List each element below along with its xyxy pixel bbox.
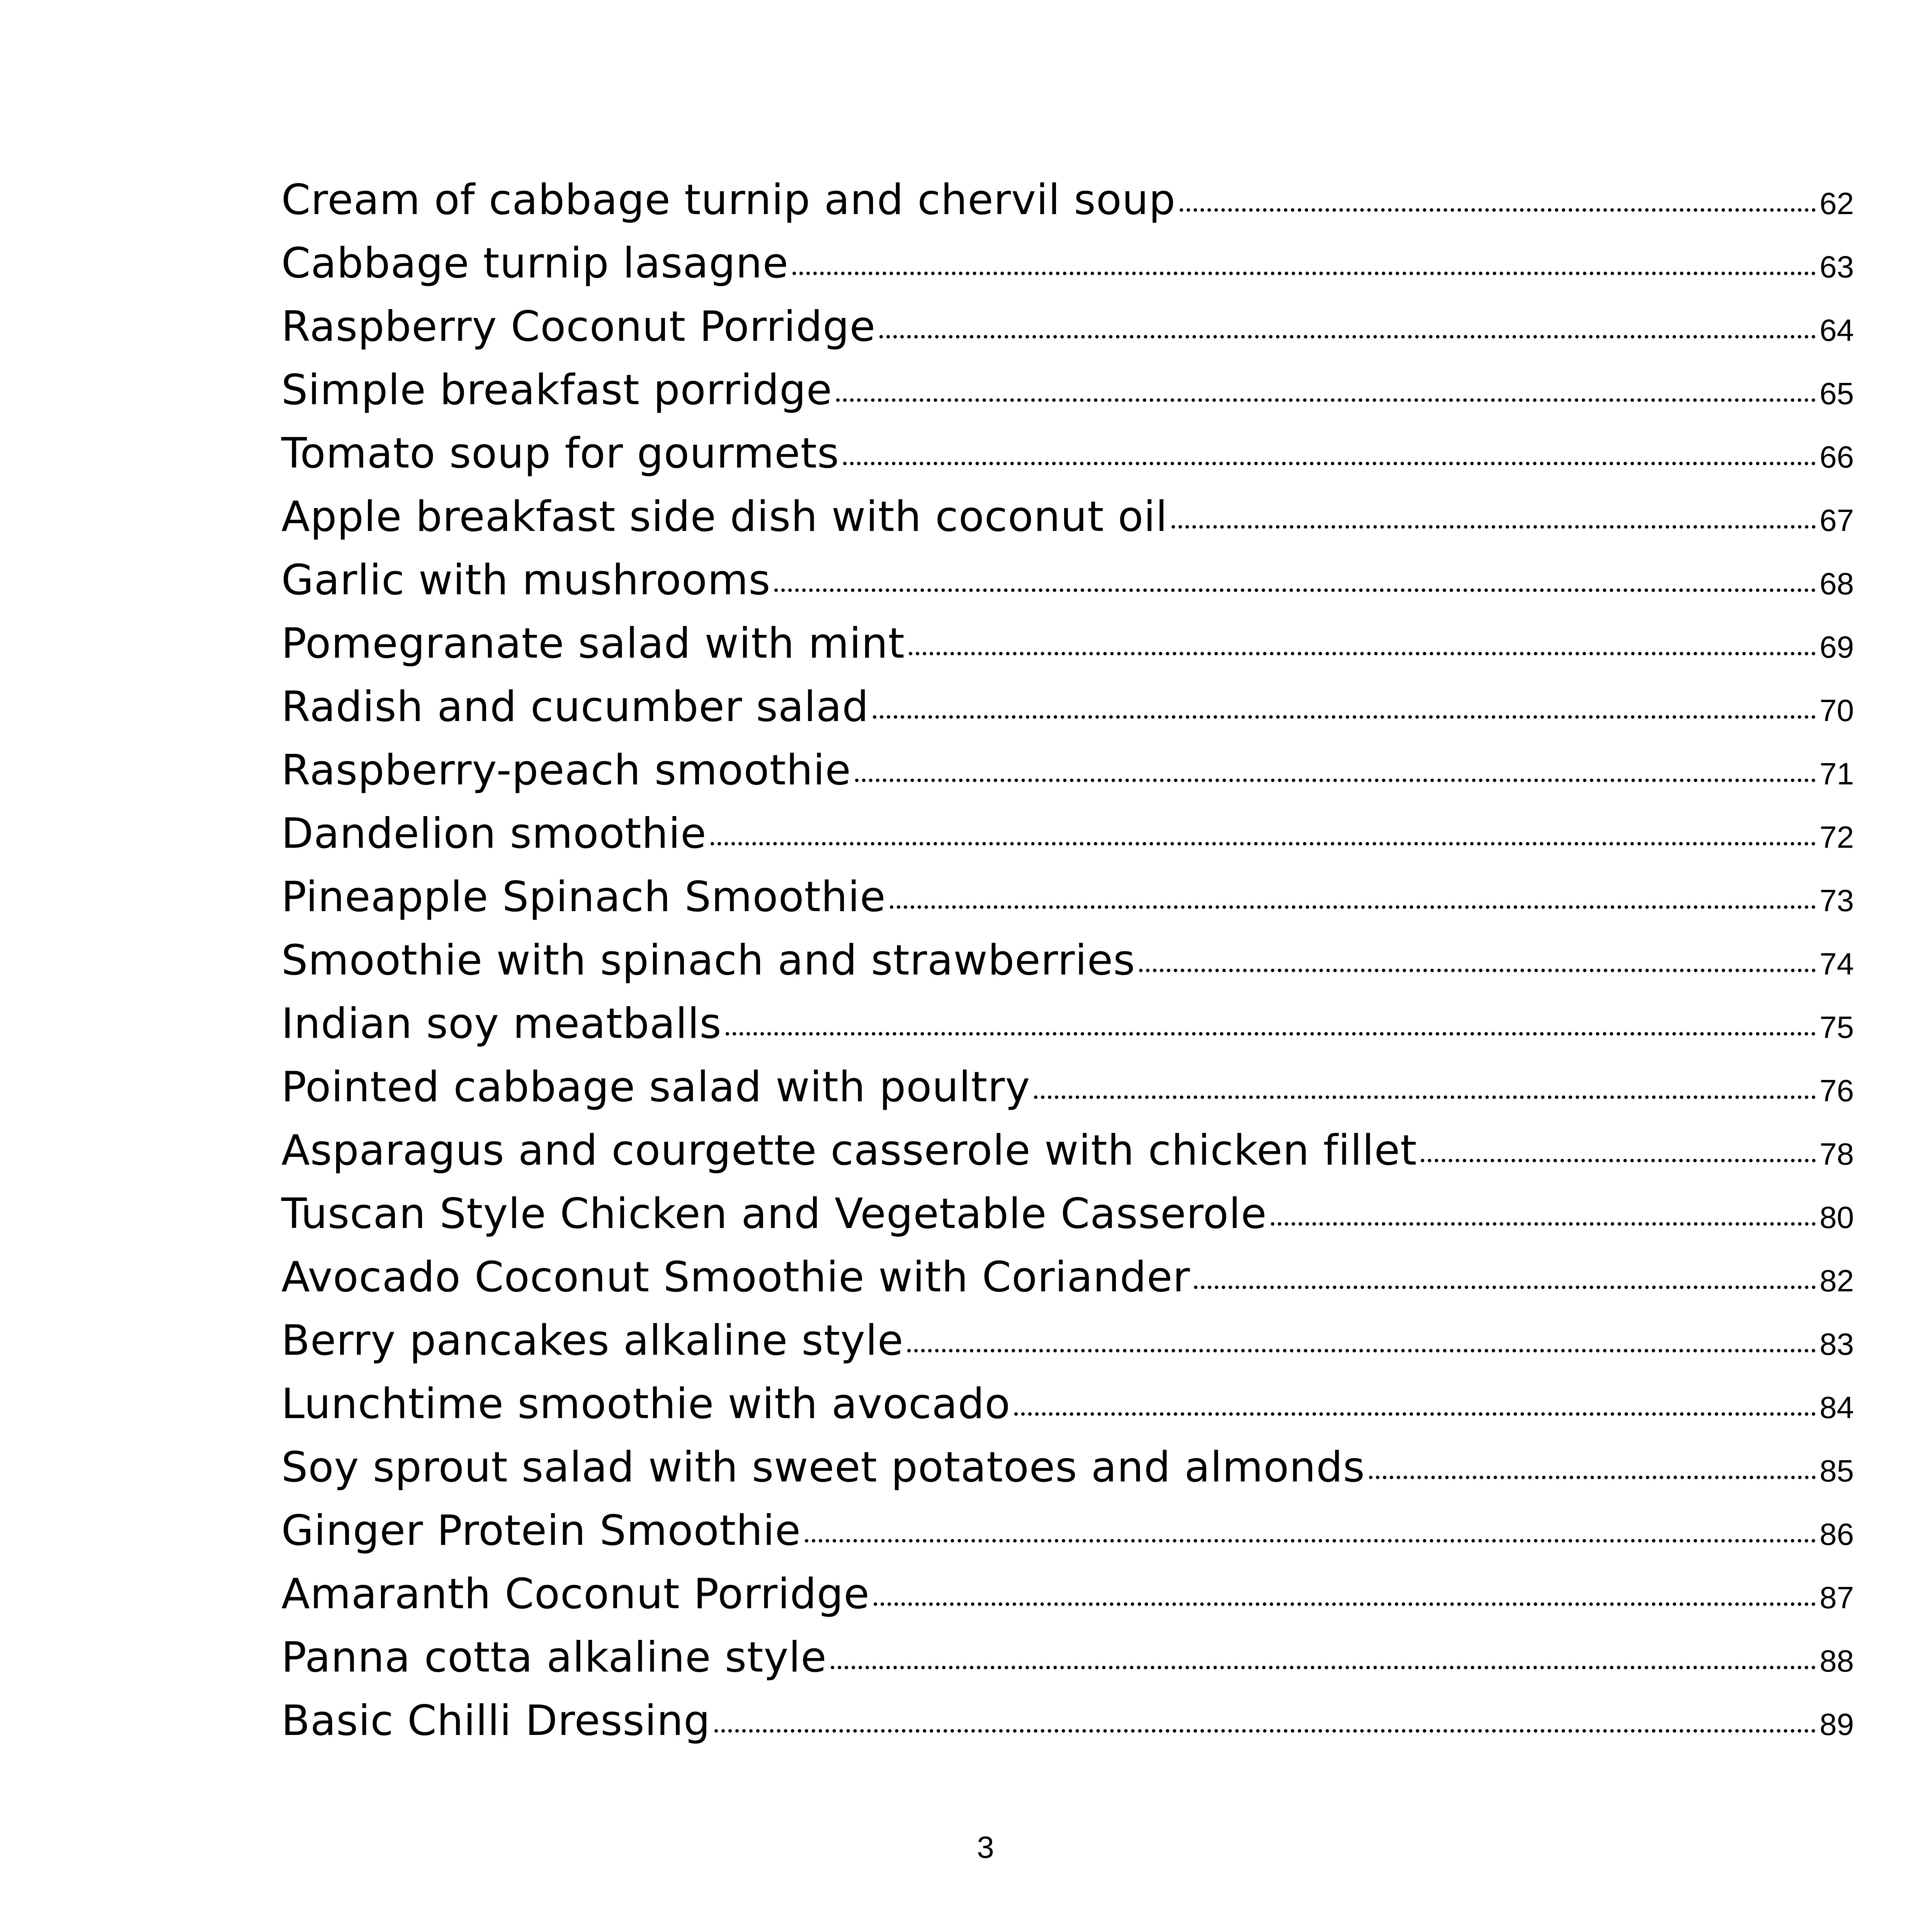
toc-entry[interactable]	[281, 493, 1854, 556]
toc-entry-page: 82	[1820, 1264, 1854, 1298]
toc-entry-page: 66	[1820, 440, 1854, 474]
toc-entry-title: Avocado Coconut Smoothie with Coriander	[281, 1253, 1190, 1301]
toc-entry-title: Ginger Protein Smoothie	[281, 1507, 801, 1555]
toc-entry-page: 62	[1820, 186, 1854, 221]
toc-entry-page: 63	[1820, 250, 1854, 284]
dot-leader	[879, 335, 1816, 338]
toc-entry-title: Raspberry-peach smoothie	[281, 746, 851, 794]
toc-entry-title: Amaranth Coconut Porridge	[281, 1570, 870, 1618]
toc-entry[interactable]	[281, 1000, 1854, 1063]
toc-entry[interactable]	[281, 303, 1854, 366]
toc-entry-title: Raspberry Coconut Porridge	[281, 303, 876, 351]
table-of-contents	[281, 176, 1854, 1760]
toc-entry-title: Garlic with mushrooms	[281, 556, 771, 604]
toc-entry-page: 80	[1820, 1200, 1854, 1235]
toc-entry-page: 69	[1820, 630, 1854, 664]
toc-entry[interactable]	[281, 1633, 1854, 1697]
toc-entry[interactable]	[281, 239, 1854, 303]
toc-entry[interactable]	[281, 429, 1854, 493]
toc-entry-page: 78	[1820, 1137, 1854, 1171]
toc-entry-title: Tomato soup for gourmets	[281, 429, 840, 478]
toc-entry[interactable]	[281, 1253, 1854, 1316]
toc-entry[interactable]	[281, 1507, 1854, 1570]
dot-leader	[1271, 1222, 1816, 1226]
toc-entry-title: Tuscan Style Chicken and Vegetable Casserole	[281, 1190, 1267, 1238]
toc-entry-title: Indian soy meatballs	[281, 1000, 722, 1048]
toc-entry-title: Pineapple Spinach Smoothie	[281, 873, 886, 921]
dot-leader	[793, 272, 1816, 275]
dot-leader	[873, 715, 1816, 719]
toc-entry-page: 75	[1820, 1010, 1854, 1044]
toc-entry[interactable]	[281, 746, 1854, 810]
dot-leader	[1194, 1286, 1816, 1289]
toc-entry[interactable]	[281, 1443, 1854, 1507]
toc-entry[interactable]	[281, 1697, 1854, 1760]
toc-entry-title: Pomegranate salad with mint	[281, 619, 905, 668]
toc-entry[interactable]	[281, 810, 1854, 873]
toc-entry-title: Radish and cucumber salad	[281, 683, 869, 731]
toc-entry[interactable]	[281, 176, 1854, 239]
toc-entry-page: 84	[1820, 1390, 1854, 1425]
toc-entry-title: Pointed cabbage salad with poultry	[281, 1063, 1031, 1111]
toc-entry-page: 67	[1820, 503, 1854, 537]
dot-leader	[855, 779, 1816, 782]
dot-leader	[1034, 1095, 1816, 1099]
dot-leader	[726, 1032, 1816, 1036]
toc-entry[interactable]	[281, 1063, 1854, 1126]
toc-entry-page: 83	[1820, 1327, 1854, 1361]
toc-entry-page: 65	[1820, 376, 1854, 411]
toc-entry[interactable]	[281, 683, 1854, 746]
toc-entry[interactable]	[281, 1380, 1854, 1443]
toc-entry-page: 71	[1820, 757, 1854, 791]
toc-entry-page: 85	[1820, 1454, 1854, 1488]
dot-leader	[909, 652, 1816, 655]
dot-leader	[836, 398, 1816, 402]
toc-entry[interactable]	[281, 1126, 1854, 1190]
toc-entry-page: 70	[1820, 693, 1854, 728]
toc-entry-title: Apple breakfast side dish with coconut oil	[281, 493, 1168, 541]
dot-leader	[890, 905, 1816, 909]
toc-entry-page: 72	[1820, 820, 1854, 854]
toc-entry-page: 73	[1820, 883, 1854, 918]
toc-entry-page: 86	[1820, 1517, 1854, 1551]
dot-leader	[774, 588, 1816, 592]
toc-entry-title: Berry pancakes alkaline style	[281, 1316, 904, 1365]
toc-entry[interactable]	[281, 873, 1854, 936]
dot-leader	[805, 1539, 1816, 1543]
dot-leader	[1369, 1476, 1816, 1479]
dot-leader	[1180, 208, 1816, 212]
toc-entry-title: Dandelion smoothie	[281, 810, 707, 858]
toc-entry[interactable]	[281, 1316, 1854, 1380]
dot-leader	[874, 1602, 1816, 1606]
dot-leader	[1014, 1412, 1816, 1416]
toc-entry-title: Cream of cabbage turnip and chervil soup	[281, 176, 1176, 224]
toc-entry[interactable]	[281, 1190, 1854, 1253]
toc-entry-title: Asparagus and courgette casserole with chicken fillet	[281, 1126, 1417, 1175]
dot-leader	[711, 842, 1816, 845]
toc-entry[interactable]	[281, 366, 1854, 429]
dot-leader	[714, 1729, 1816, 1733]
dot-leader	[1139, 969, 1816, 972]
page-number: 3	[977, 1830, 994, 1864]
toc-entry-page: 64	[1820, 313, 1854, 347]
toc-entry-page: 76	[1820, 1073, 1854, 1108]
dot-leader	[831, 1666, 1816, 1669]
toc-entry-page: 68	[1820, 566, 1854, 601]
toc-entry-page: 74	[1820, 947, 1854, 981]
dot-leader	[1421, 1159, 1816, 1162]
toc-entry-title: Cabbage turnip lasagne	[281, 239, 789, 287]
toc-entry[interactable]	[281, 619, 1854, 683]
dot-leader	[907, 1349, 1816, 1352]
toc-entry[interactable]	[281, 1570, 1854, 1633]
dot-leader	[843, 462, 1816, 465]
dot-leader	[1172, 525, 1816, 529]
toc-entry-title: Smoothie with spinach and strawberries	[281, 936, 1136, 985]
toc-entry[interactable]	[281, 556, 1854, 619]
toc-entry[interactable]	[281, 936, 1854, 1000]
toc-entry-title: Simple breakfast porridge	[281, 366, 833, 414]
toc-entry-page: 89	[1820, 1707, 1854, 1742]
toc-entry-title: Panna cotta alkaline style	[281, 1633, 827, 1682]
toc-entry-page: 88	[1820, 1644, 1854, 1678]
toc-entry-page: 87	[1820, 1580, 1854, 1615]
toc-entry-title: Basic Chilli Dressing	[281, 1697, 711, 1745]
toc-entry-title: Soy sprout salad with sweet potatoes and almonds	[281, 1443, 1365, 1492]
toc-entry-title: Lunchtime smoothie with avocado	[281, 1380, 1011, 1428]
